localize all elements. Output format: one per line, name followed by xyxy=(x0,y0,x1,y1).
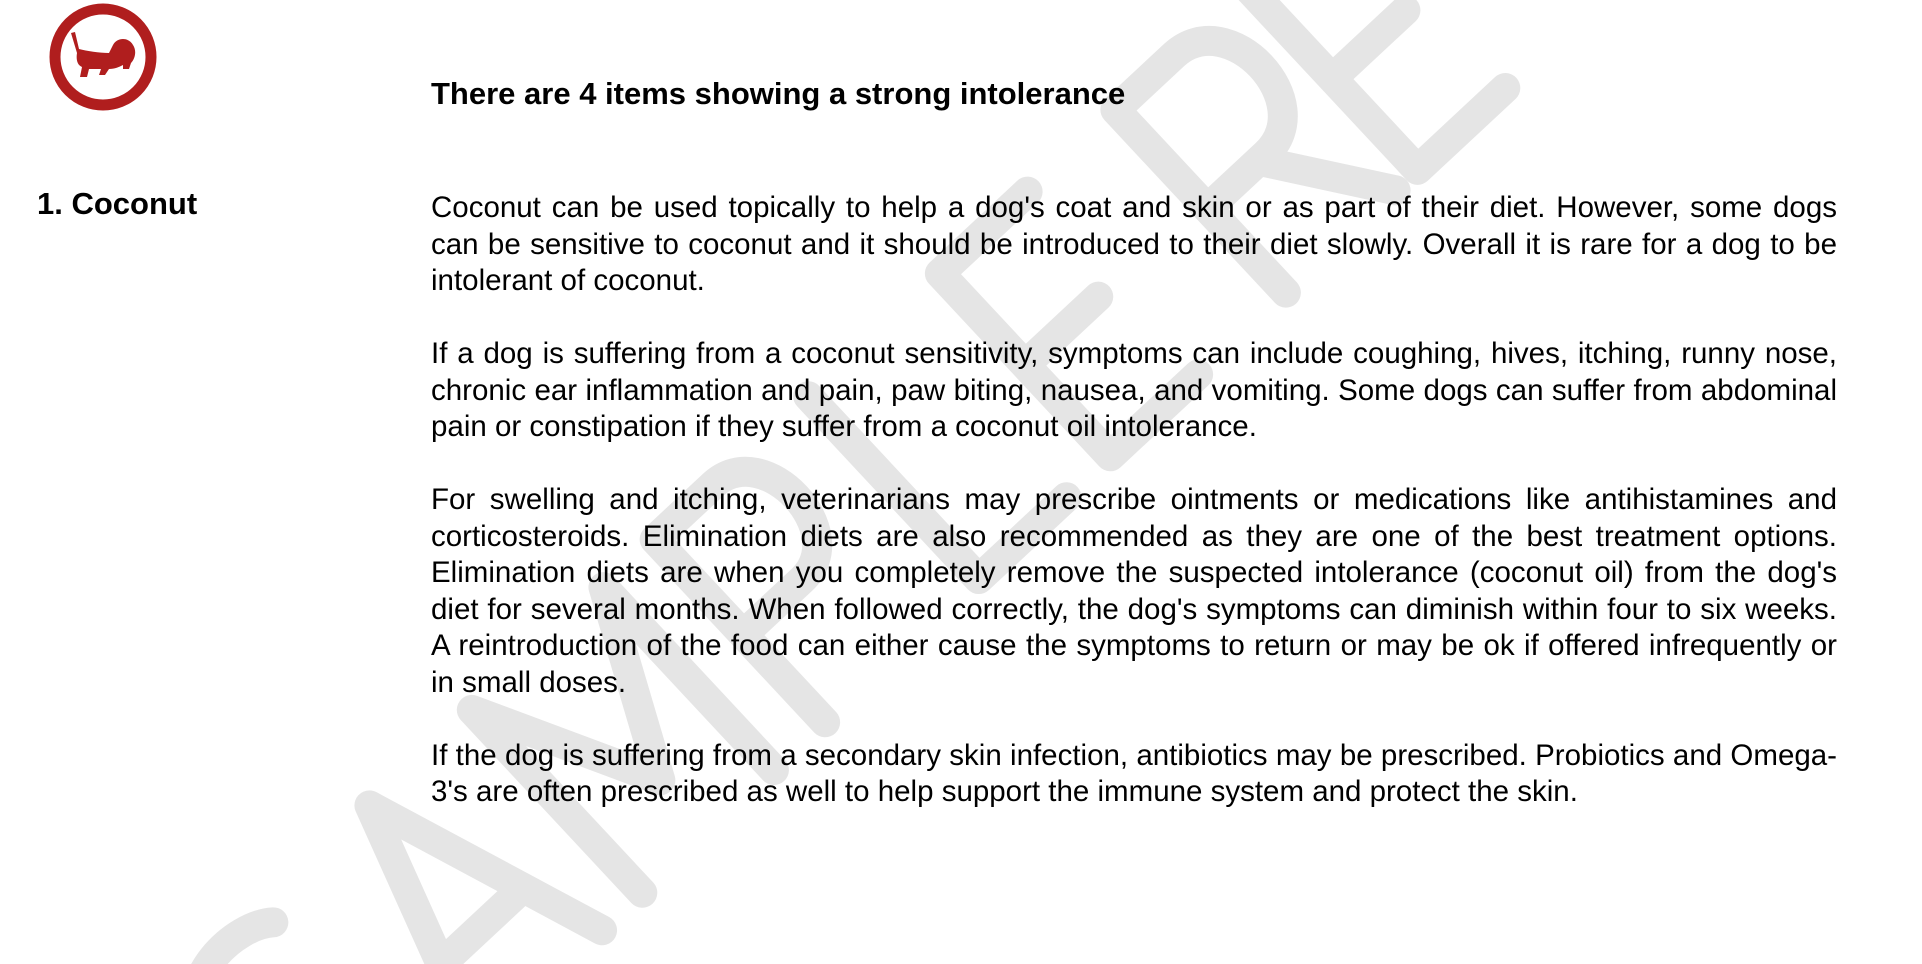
dog-in-circle-icon xyxy=(49,3,157,111)
watermark-letter-s xyxy=(160,904,432,964)
description-paragraph: If the dog is suffering from a secondary skin infection, antibiotics may be prescribed. Probiotics and Omega-3's are often prescribed as well to help support the immune system and protect the skin. xyxy=(431,738,1837,808)
watermark-letter-e2 xyxy=(1247,0,1505,170)
description-paragraph: If a dog is suffering from a coconut sensitivity, symptoms can include coughing, hives, itching, runny nose, chronic ear inflammation and pain, paw biting, nausea, and vomiting. Some dogs can suffer from abdominal pain or constipation if they suffer from a coconut oil intolerance. xyxy=(431,337,1837,443)
page-title: There are 4 items showing a strong intolerance xyxy=(431,76,1126,111)
item-title-coconut: 1. Coconut xyxy=(37,186,198,221)
description-paragraph: For swelling and itching, veterinarians may prescribe ointments or medications like antihistamines and corticosteroids. Elimination diets are also recommended as they are one of the best treatment options. Elimination diets are when you completely remove the suspected intolerance (coconut oil) from the dog's diet for several months. When followed correctly, the dog's symptoms can diminish within four to six weeks. A reintroduction of the food can either cause the symptoms to return or may be ok if offered infrequently or in small doses. xyxy=(431,483,1837,699)
description-paragraph: Coconut can be used topically to help a dog's coat and skin or as part of their diet. However, some dogs can be sensitive to coconut and it should be introduced to their diet slowly. Overall it is rare for a dog to be intolerant of coconut. xyxy=(431,191,1837,297)
item-description-coconut xyxy=(431,190,1837,847)
